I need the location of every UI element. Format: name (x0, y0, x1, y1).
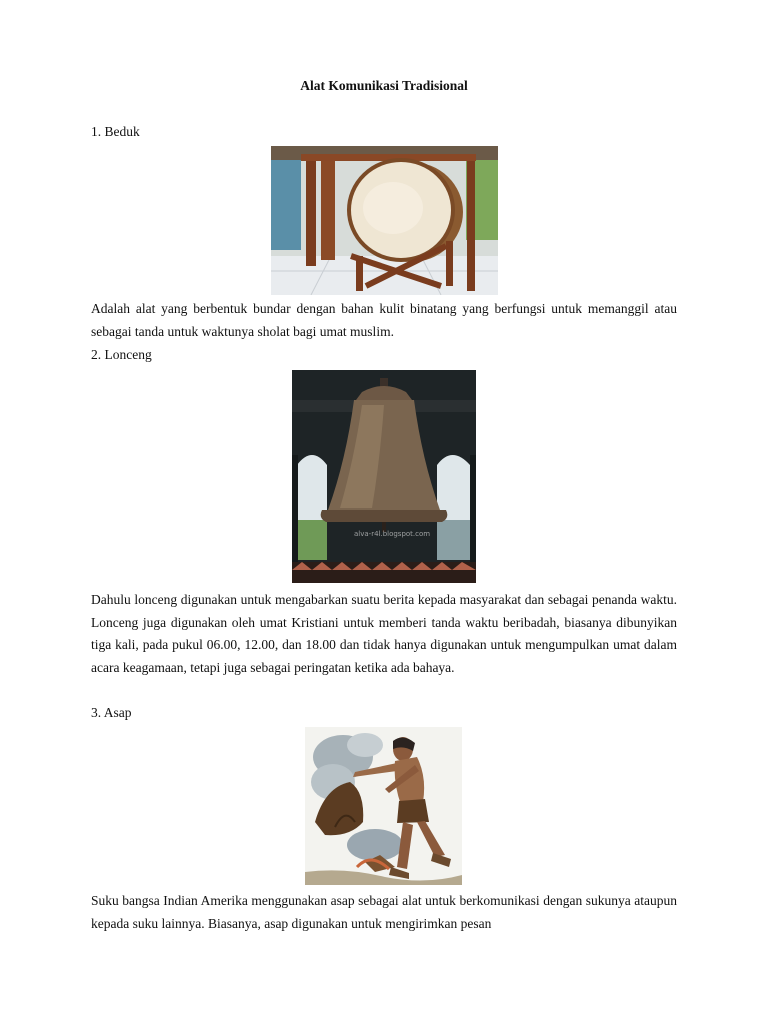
section-text-lonceng: Dahulu lonceng digunakan untuk mengabarkan suatu berita kepada masyarakat dan sebagai penanda waktu. Lonceng juga digunakan oleh umat Kristiani untuk memberi tanda waktu beribadah, biasanya dibunyikan tiga kali, pada pukul 06.00, 12.00, dan 18.00 dan tidak hanya digunakan untuk mengumpulkan umat dalam acara keagamaan, tetapi juga sebagai peringatan ketika ada bahaya. (91, 592, 677, 675)
asap-image (305, 727, 462, 885)
beduk-image (271, 146, 498, 295)
page-title: Alat Komunikasi Tradisional (300, 78, 468, 93)
section-text-asap: Suku bangsa Indian Amerika menggunakan asap sebagai alat untuk berkomunikasi dengan sukunya ataupun kepada suku lainnya. Biasanya, asap digunakan untuk mengirimkan pesan (91, 893, 677, 931)
section-text-beduk: Adalah alat yang berbentuk bundar dengan bahan kulit binatang yang berfungsi untuk memanggil atau sebagai tanda untuk waktunya sholat bagi umat muslim. (91, 301, 677, 339)
lonceng-image-watermark: alva-r4l.blogspot.com (354, 530, 431, 538)
section-heading-lonceng: 2. Lonceng (91, 347, 152, 362)
section-heading-asap: 3. Asap (91, 705, 132, 720)
section-heading-beduk: 1. Beduk (91, 124, 140, 139)
lonceng-image (292, 370, 476, 583)
